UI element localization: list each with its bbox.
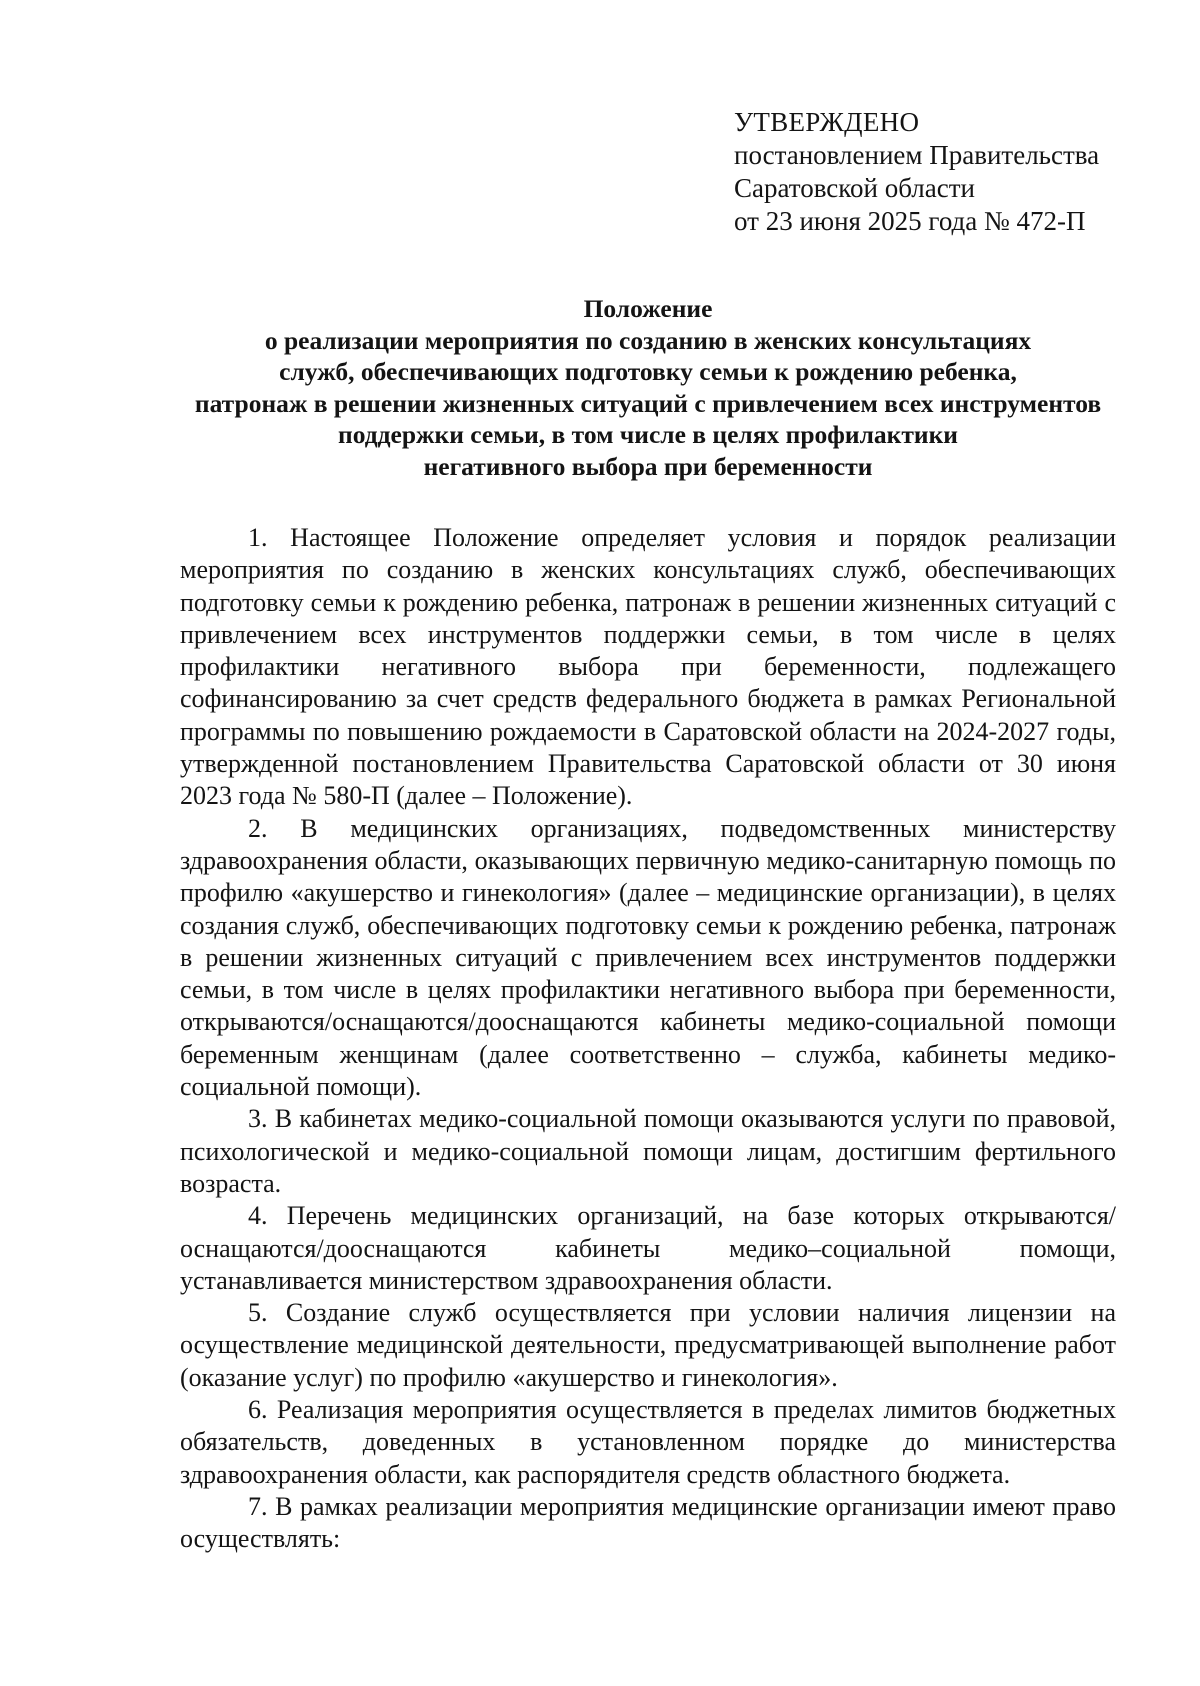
paragraph-6: 6. Реализация мероприятия осуществляется в пределах лимитов бюджетных обязательств, доведенных в установленном порядке до министерства здравоохранения области, как распорядителя средств областного бюджета. xyxy=(180,1395,1116,1489)
title-heading: Положение xyxy=(583,294,713,323)
title-line: о реализации мероприятия по созданию в женских консультациях xyxy=(264,325,1032,355)
paragraph-7: 7. В рамках реализации мероприятия медицинские организации имеют право осуществлять: xyxy=(180,1491,1116,1554)
approval-line: постановлением Правительства xyxy=(734,140,1100,170)
document-title xyxy=(150,293,1146,482)
title-line: поддержки семьи, в том числе в целях профилактики xyxy=(338,420,958,449)
approval-line: Саратовской области xyxy=(734,173,975,203)
approval-line: от 23 июня 2025 года № 472-П xyxy=(734,206,1086,236)
title-line: служб, обеспечивающих подготовку семьи к рождению ребенка, xyxy=(279,357,1017,386)
paragraph-4: 4. Перечень медицинских организаций, на базе которых открываются/ оснащаются/дооснащаются кабинеты медико–социальной помощи, устанавливается министерством здравоохранения области. xyxy=(180,1201,1116,1295)
paragraph-1: 1. Настоящее Положение определяет условия и порядок реализации мероприятия по созданию в женских консультациях служб, обеспечивающих подготовку семьи к рождению ребенка, патронаж в решении жизненных ситуаций с привлечением всех инструментов поддержки семьи, в том числе в целях профилактики негативного выбора при беременности, подлежащего софинансированию за счет средств федерального бюджета в рамках Региональной программы по повышению рождаемости в Саратовской области на 2024-2027 годы, утвержденной постановлением Правительства Саратовской области от 30 июня 2023 года № 580-П (далее – Положение). xyxy=(180,523,1116,811)
title-line: негативного выбора при беременности xyxy=(423,451,873,481)
paragraph-3: 3. В кабинетах медико-социальной помощи оказываются услуги по правовой, психологической и медико-социальной помощи лицам, достигшим фертильного возраста. xyxy=(180,1104,1116,1198)
document-body xyxy=(180,522,1116,1556)
title-line: патронаж в решении жизненных ситуаций с привлечением всех инструментов xyxy=(194,388,1102,418)
paragraph-2: 2. В медицинских организациях, подведомственных министерству здравоохранения области, оказывающих первичную медико-санитарную помощь по профилю «акушерство и гинекология» (далее – медицинские организации), в целях создания служб, обеспечивающих подготовку семьи к рождению ребенка, патронаж в решении жизненных ситуаций с привлечением всех инструментов поддержки семьи, в том числе в целях профилактики негативного выбора при беременности, открываются/оснащаются/дооснащаются кабинеты медико-социальной помощи беременным женщинам (далее соответственно – служба, кабинеты медико-социальной помощи). xyxy=(180,813,1116,1102)
paragraph-5: 5. Создание служб осуществляется при условии наличия лицензии на осуществление медицинской деятельности, предусматривающей выполнение работ (оказание услуг) по профилю «акушерство и гинекология». xyxy=(180,1298,1116,1392)
approval-block xyxy=(734,106,1154,238)
approval-status: УТВЕРЖДЕНО xyxy=(734,107,920,137)
